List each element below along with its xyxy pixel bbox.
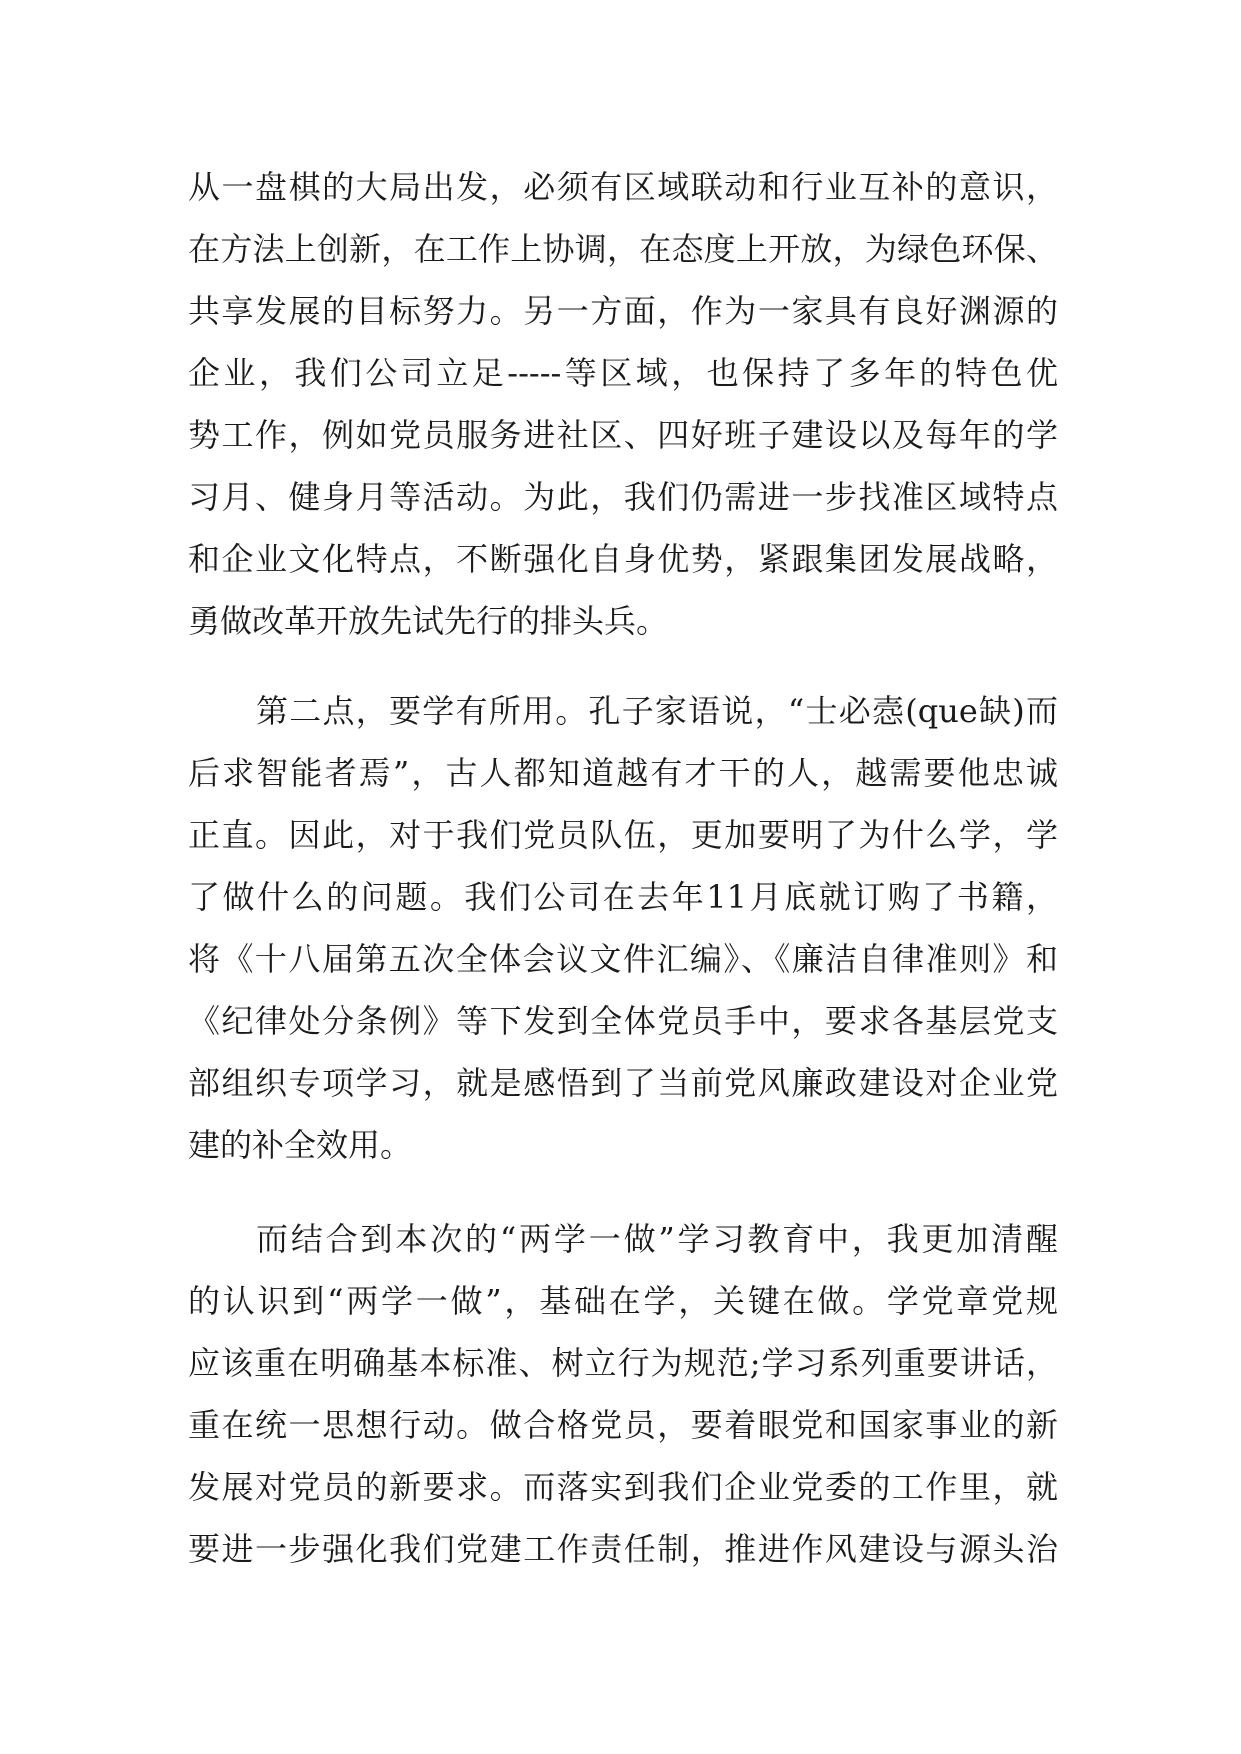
paragraph-line: 和企业文化特点，不断强化自身优势，紧跟集团发展战略， xyxy=(188,540,1058,578)
paragraph-line: 从一盘棋的大局出发，必须有区域联动和行业互补的意识， xyxy=(188,168,1058,206)
paragraph-line: 《纪律处分条例》等下发到全体党员手中，要求各基层党支 xyxy=(188,1002,1058,1040)
paragraph-line: 勇做改革开放先试先行的排头兵。 xyxy=(188,602,669,640)
paragraph-line: 的认识到“两学一做”，基础在学，关键在做。学党章党规 xyxy=(188,1282,1058,1320)
paragraph-line: 在方法上创新，在工作上协调，在态度上开放，为绿色环保、 xyxy=(188,230,1058,268)
paragraph-line: 共享发展的目标努力。另一方面，作为一家具有良好渊源的 xyxy=(188,292,1058,330)
paragraph-line: 企业，我们公司立足-----等区域，也保持了多年的特色优 xyxy=(188,354,1058,392)
paragraph-line: 部组织专项学习，就是感悟到了当前党风廉政建设对企业党 xyxy=(188,1064,1058,1102)
paragraph-line: 正直。因此，对于我们党员队伍，更加要明了为什么学，学 xyxy=(188,816,1058,854)
paragraph-line: 将《十八届第五次全体会议文件汇编》、《廉洁自律准则》和 xyxy=(188,940,1058,978)
paragraph-3 xyxy=(188,1208,1058,1580)
paragraph-line: 要进一步强化我们党建工作责任制，推进作风建设与源头治 xyxy=(188,1530,1058,1568)
paragraph-line: 第二点，要学有所用。孔子家语说，“士必悫(que缺)而 xyxy=(256,692,1058,730)
paragraph-line: 后求智能者焉”，古人都知道越有才干的人，越需要他忠诚 xyxy=(188,754,1058,792)
paragraph-line: 习月、健身月等活动。为此，我们仍需进一步找准区域特点 xyxy=(188,478,1058,516)
paragraph-1 xyxy=(188,156,1058,652)
paragraph-2 xyxy=(188,680,1058,1176)
paragraph-line: 应该重在明确基本标准、树立行为规范;学习系列重要讲话， xyxy=(188,1344,1058,1382)
paragraph-line: 重在统一思想行动。做合格党员，要着眼党和国家事业的新 xyxy=(188,1406,1058,1444)
paragraph-line: 而结合到本次的“两学一做”学习教育中，我更加清醒 xyxy=(256,1220,1058,1258)
paragraph-line: 了做什么的问题。我们公司在去年11月底就订购了书籍， xyxy=(188,878,1058,916)
paragraph-line: 发展对党员的新要求。而落实到我们企业党委的工作里，就 xyxy=(188,1468,1058,1506)
paragraph-line: 势工作，例如党员服务进社区、四好班子建设以及每年的学 xyxy=(188,416,1058,454)
paragraph-line: 建的补全效用。 xyxy=(188,1126,413,1164)
